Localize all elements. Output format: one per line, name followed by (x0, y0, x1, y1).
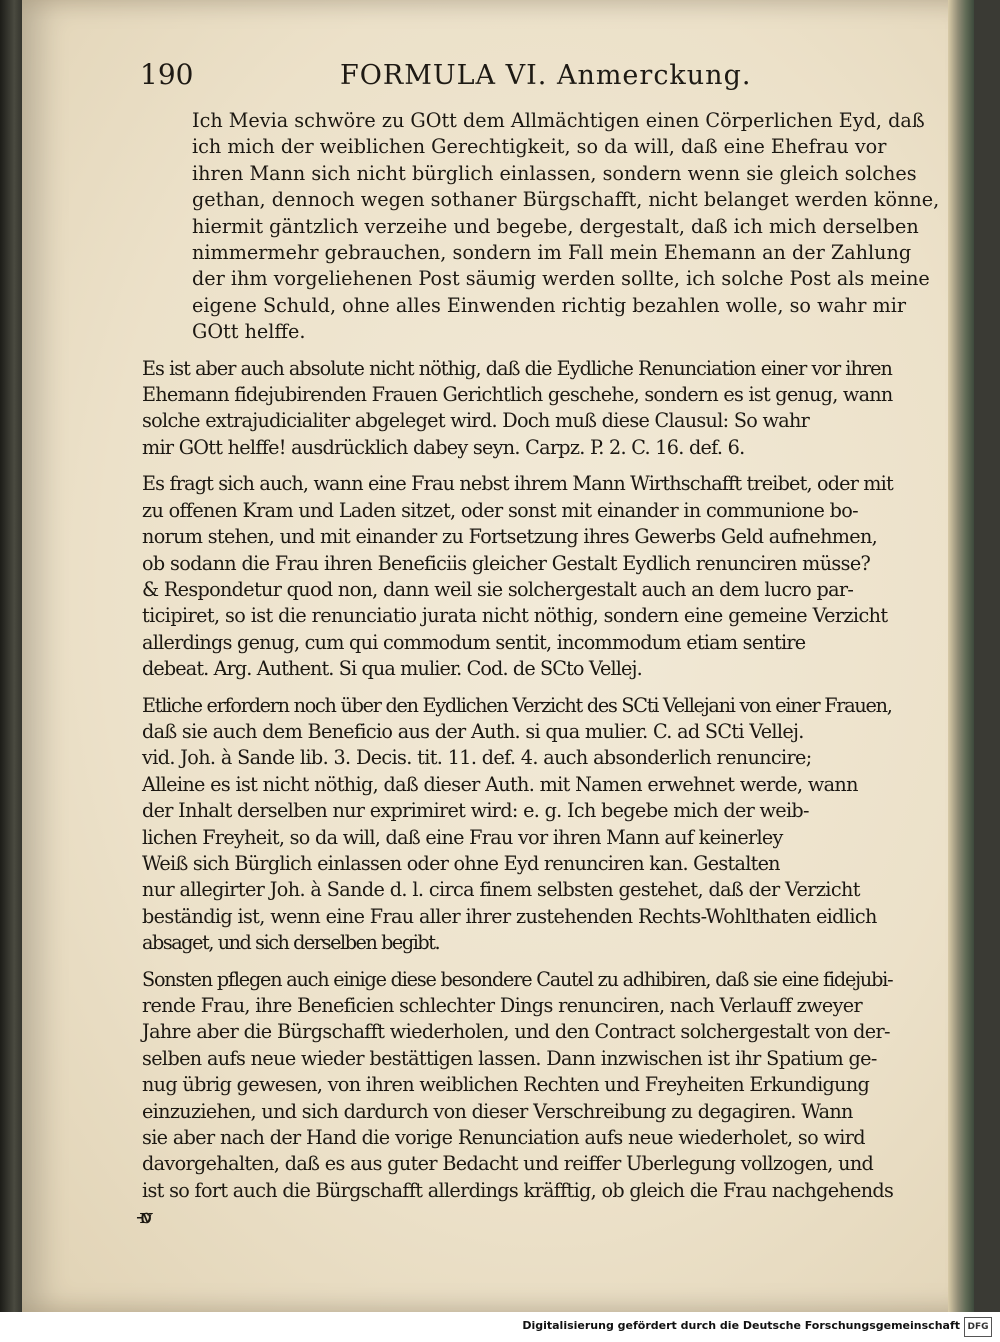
text-line: nur allegirter Joh. à Sande d. l. circa finem selbsten gestehet, daß der Verzicht (142, 878, 860, 902)
text-line: selben aufs neue wieder bestättigen lassen. Dann inzwischen ist ihr Spatium ge- (142, 1046, 877, 1070)
text-line: ist so fort auch die Bürgschafft allerdings kräfftig, ob gleich die Frau nachgehends (142, 1178, 894, 1202)
text-line: absaget, und sich derselben begibt. (142, 931, 440, 955)
paragraph (142, 356, 942, 462)
text-line: allerdings genug, cum qui commodum sentit, incommodum etiam sentire (142, 630, 806, 654)
text-line: zu offenen Kram und Laden sitzet, oder sonst mit einander in communione bo- (142, 498, 858, 522)
text-line: gethan, dennoch wegen sothaner Bürgschafft, nicht belanget werden könne, (192, 188, 940, 212)
text-line: Es ist aber auch absolute nicht nöthig, daß die Eydliche Renunciation einer vor ihren (142, 356, 892, 380)
funding-note: Digitalisierung gefördert durch die Deutsche Forschungsgemeinschaft (522, 1319, 960, 1332)
text-line: Weiß sich Bürglich einlassen oder ohne Eyd renunciren kan. Gestalten (142, 851, 780, 875)
text-line: sie aber nach der Hand die vorige Renunciation aufs neue wiederholet, so wird (142, 1126, 865, 1150)
dfg-logo-icon: DFG (964, 1317, 992, 1337)
page-header (140, 58, 930, 98)
text-line: der Inhalt derselben nur exprimiret wird: e. g. Ich begebe mich der weib- (142, 799, 809, 823)
text-line: & Respondetur quod non, dann weil sie solchergestalt auch an dem lucro par- (142, 577, 854, 601)
text-line: Ehemann fidejubirenden Frauen Gerichtlich geschehe, sondern es ist genug, wann (142, 383, 893, 407)
text-line: norum stehen, und mit einander zu Fortsetzung ihres Gewerbs Geld aufnehmen, (142, 525, 878, 549)
text-line: ihren Mann sich nicht bürglich einlassen, sondern wenn sie gleich solches (192, 161, 917, 185)
text-line: ticipiret, so ist die renunciatio jurata nicht nöthig, sondern eine gemeine Verzicht (142, 604, 888, 628)
paragraph (142, 471, 942, 682)
text-line: der ihm vorgeliehenen Post säumig werden sollte, ich solche Post als meine (192, 267, 930, 291)
text-line: eigene Schuld, ohne alles Einwenden richtig bezahlen wolle, so wahr mir (192, 293, 907, 317)
paragraph (142, 693, 942, 957)
text-line: Alleine es ist nicht nöthig, daß dieser Auth. mit Namen erwehnet werde, wann (142, 772, 858, 796)
page-edge (948, 0, 974, 1312)
page-number: 190 (140, 58, 194, 91)
text-line: nug übrig gewesen, von ihren weiblichen Rechten und Freyheiten Erkundigung (142, 1073, 870, 1097)
text-line: vid. Joh. à Sande lib. 3. Decis. tit. 11. def. 4. auch absonderlich renuncire; (142, 746, 812, 770)
text-line: einzuziehen, und sich dardurch von dieser Verschreibung zu degagiren. Wann (142, 1099, 853, 1123)
page-body (142, 108, 942, 1241)
text-line: Es fragt sich auch, wann eine Frau nebst ihrem Mann Wirthschafft treibet, oder mit (142, 472, 893, 496)
text-line: Ich Mevia schwöre zu GOtt dem Allmächtigen einen Cörperlichen Eyd, daß (192, 109, 925, 132)
text-line: ich mich der weiblichen Gerechtigkeit, so da will, daß eine Ehefrau vor (192, 135, 887, 159)
text-line (192, 1204, 942, 1230)
text-line: hiermit gäntzlich verzeihe und begebe, dergestalt, daß ich mich derselben (192, 214, 919, 238)
text-line: nimmermehr gebrauchen, sondern im Fall mein Ehemann an der Zahlung (192, 241, 912, 265)
footer-bar (0, 1312, 1000, 1342)
text-line: beständig ist, wenn eine Frau aller ihrer zustehenden Rechts-Wohlthaten eidlich (142, 904, 877, 928)
text-line: Jahre aber die Bürgschafft wiederholen, und den Contract solchergestalt von der- (142, 1020, 890, 1044)
text-line: ob sodann die Frau ihren Beneficiis gleicher Gestalt Eydlich renunciren müsse? (142, 551, 871, 575)
running-title: FORMULA VI. Anmerckung. (340, 60, 752, 91)
text-line: mir GOtt helffe! ausdrücklich dabey seyn. Carpz. P. 2. C. 16. def. 6. (142, 435, 745, 459)
text-line: debeat. Arg. Authent. Si qua mulier. Cod. de SCto Vellej. (142, 657, 642, 681)
text-line: GOtt helffe. (192, 320, 306, 344)
text-line: daß sie auch dem Beneficio aus der Auth. si qua mulier. C. ad SCti Vellej. (142, 719, 804, 743)
paragraph (142, 108, 942, 346)
text-line: Etliche erfordern noch über den Eydlichen Verzicht des SCti Vellejani von einer Frauen, (142, 693, 892, 717)
text-line: rende Frau, ihre Beneficien schlechter Dings renunciren, nach Verlauff zweyer (142, 994, 862, 1017)
text-line: davorgehalten, daß es aus guter Bedacht und reiffer Uberlegung vollzogen, und (142, 1152, 874, 1176)
text-line: solche extrajudicialiter abgeleget wird. Doch muß diese Clausul: So wahr (142, 409, 810, 433)
text-line: lichen Freyheit, so da will, daß eine Frau vor ihren Mann auf keinerley (142, 825, 783, 849)
paragraph (142, 967, 942, 1231)
text-line: Sonsten pflegen auch einige diese besondere Cautel zu adhibiren, daß sie eine fidejubi- (142, 967, 893, 991)
